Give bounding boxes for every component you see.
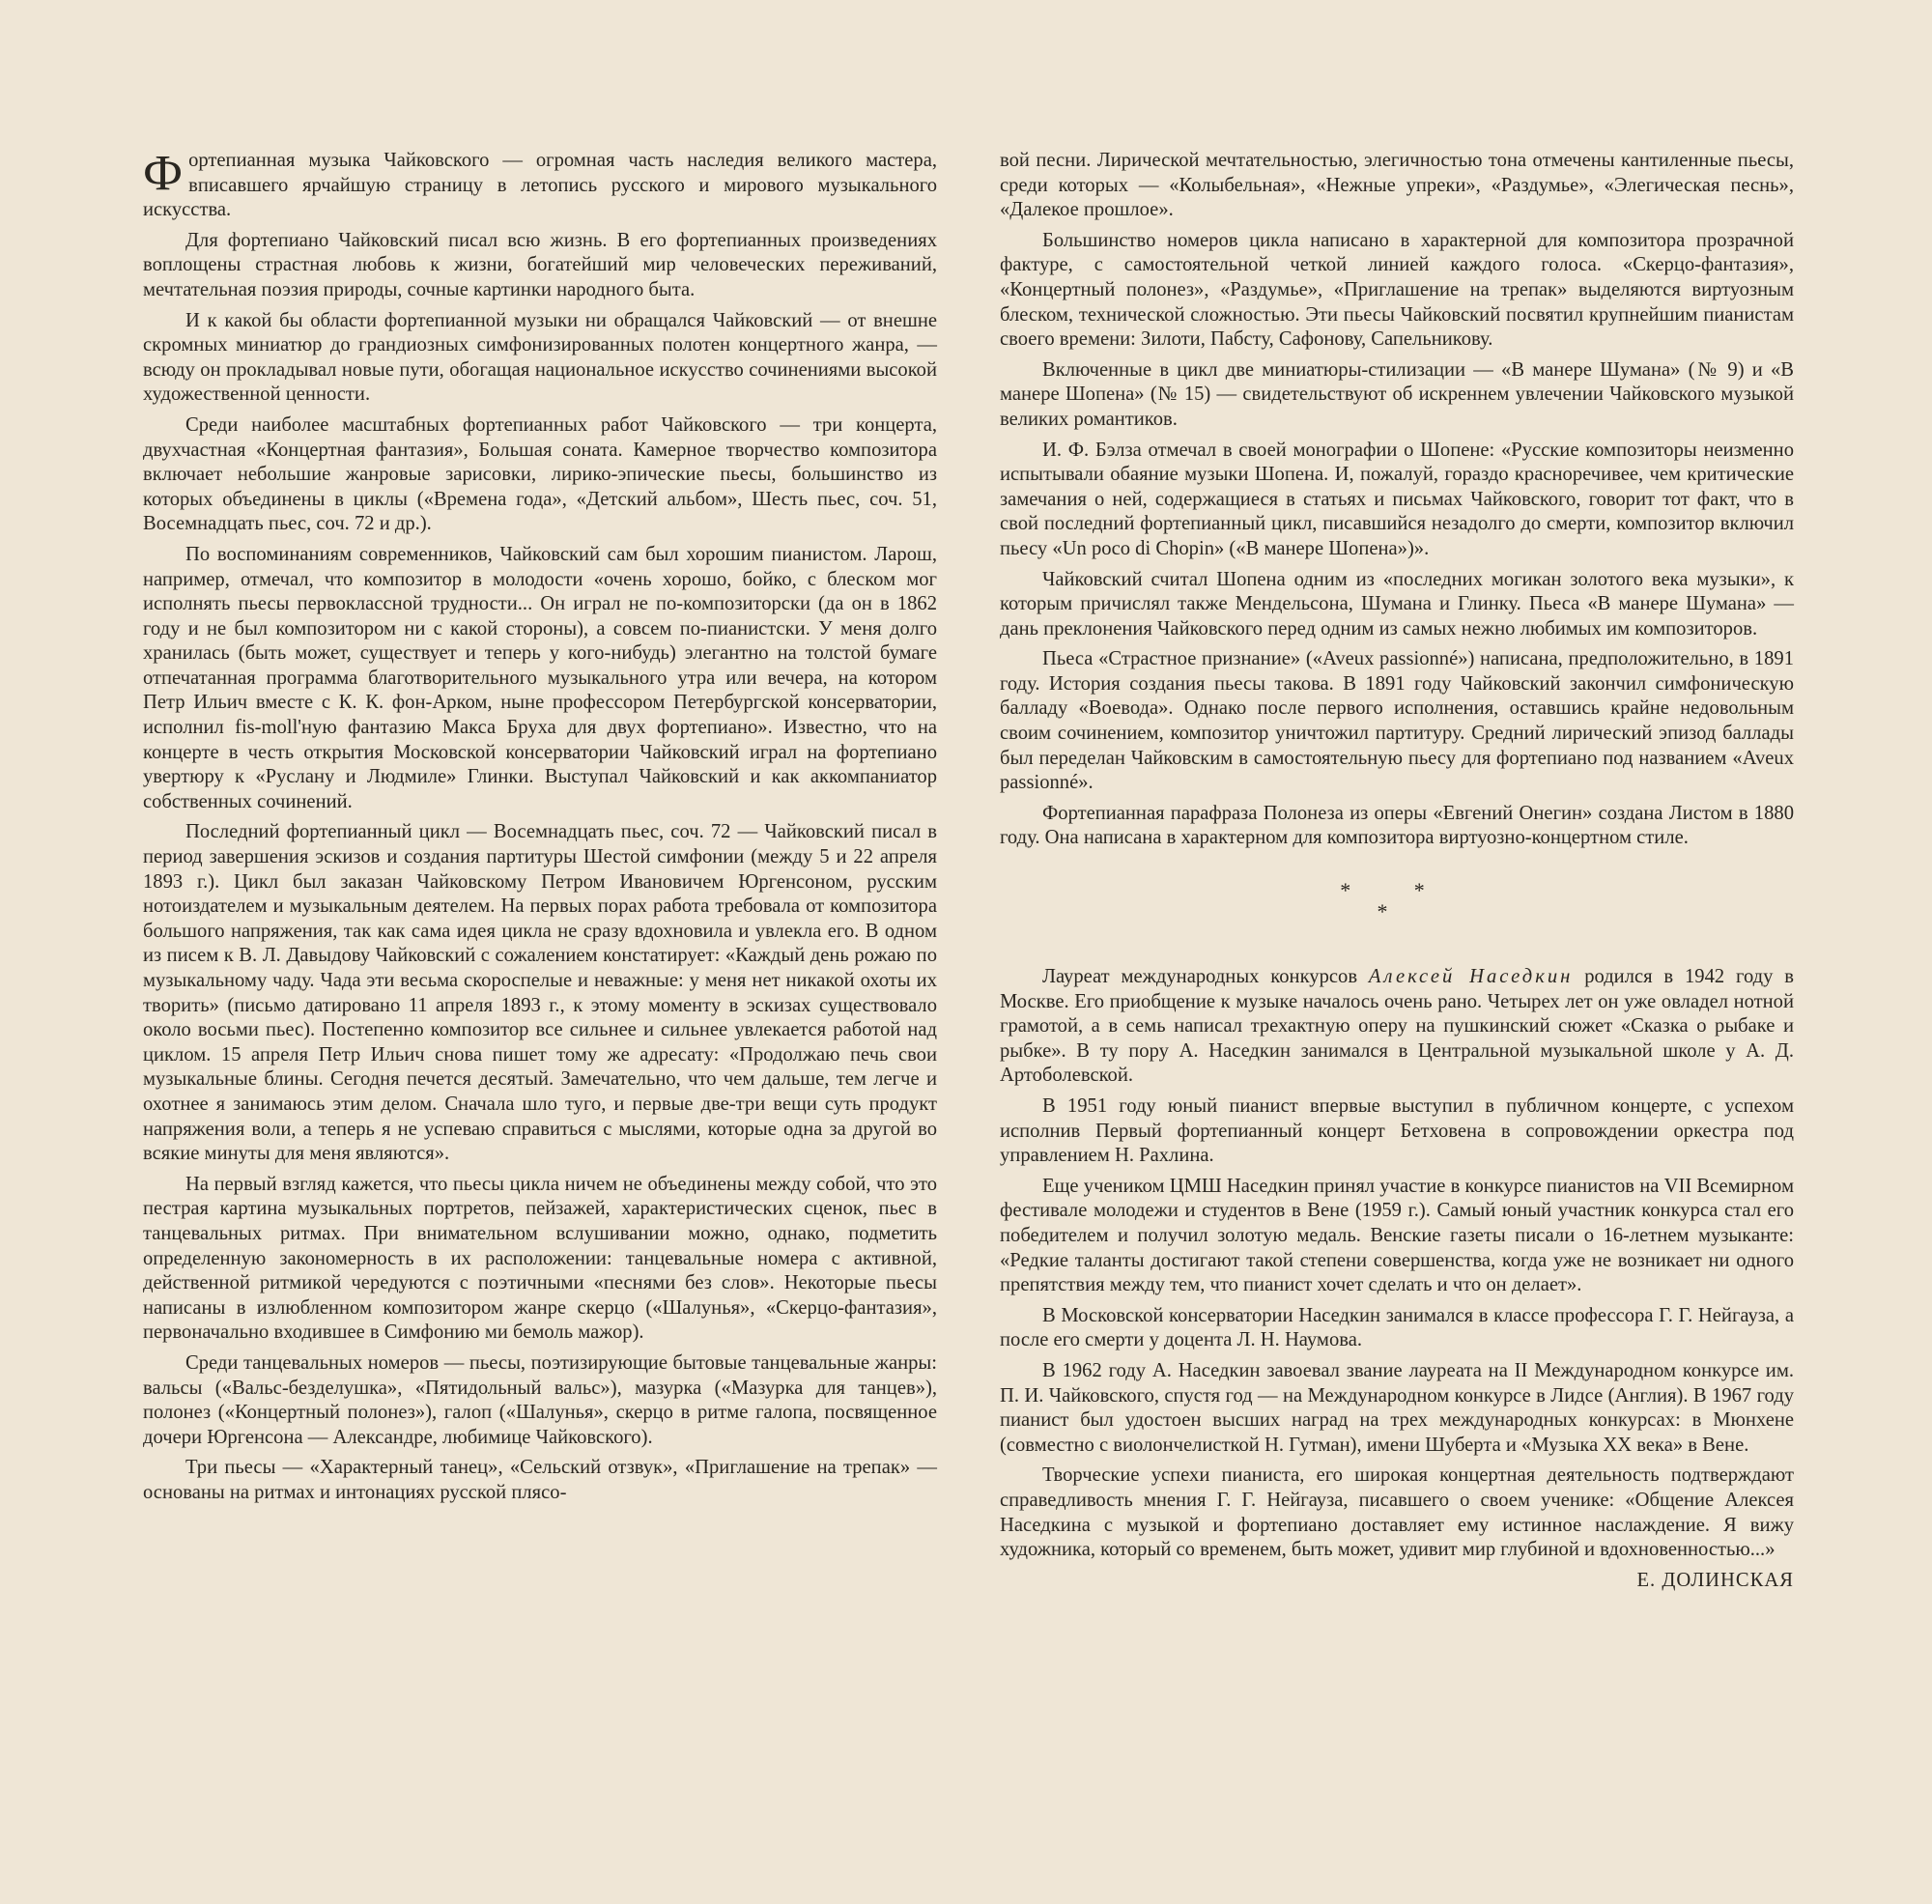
- right-column: [1000, 149, 1794, 1599]
- drop-cap: Ф: [143, 146, 184, 201]
- performer-intro: Лауреат международных конкурсов: [1042, 966, 1369, 988]
- author-signature: Е. ДОЛИНСКАЯ: [1636, 1569, 1794, 1591]
- paragraph: Пьеса «Страстное признание» («Aveux passionné») написана, предположительно, в 1891 году. История создания пьесы такова. В 1891 году Чайковский закончил симфоническую балладу «Воевода». Однако после первого исполнения, оставшись крайне недовольным своим сочинением, композитор уничтожил партитуру. Средний лирический эпизод баллады был переделан Чайковским в самостоятельную пьесу для фортепиано под названием «Aveux passionné».: [1000, 648, 1794, 794]
- asterisks-bottom: *: [1377, 899, 1417, 924]
- paragraph: На первый взгляд кажется, что пьесы цикла ничем не объединены между собой, что это пестрая картина музыкальных портретов, пейзажей, характеристических сценок, пьес в танцевальных ритмах. При внимательном вслушивании можно, однако, подметить определенную закономерность в их расположении: танцевальные номера с активной, действенной ритмикой чередуются с поэтичными «песнями без слов». Некоторые пьесы написаны в излюбленном композитором жанре скерцо («Шалунья», «Скерцо-фантазия», первоначально входившее в Симфонию ми бемоль мажор).: [143, 1173, 937, 1344]
- paragraph: Среди наиболее масштабных фортепианных работ Чайковского — три концерта, двухчастная «Концертная фантазия», Большая соната. Камерное творчество композитора включает небольшие жанровые зарисовки, лирико-эпические пьесы, большинство из которых объединены в циклы («Времена года», «Детский альбом», Шесть пьес, соч. 51, Восемнадцать пьес, соч. 72 и др.).: [143, 413, 937, 535]
- paragraph: И. Ф. Бэлза отмечал в своей монографии о Шопене: «Русские композиторы неизменно испытывали обаяние музыки Шопена. И, пожалуй, гораздо красноречивее, чем критические замечания о ней, содержащиеся в статьях и письмах Чайковского, говорит тот факт, что в свой последний фортепианный цикл, писавшийся незадолго до смерти, композитор включил пьесу «Un poco di Chopin» («В манере Шопена»)».: [1000, 439, 1794, 559]
- paragraph-continued: вой песни. Лирической мечтательностью, элегичностью тона отмечены кантиленные пьесы, среди которых — «Колыбельная», «Нежные упреки», «Раздумье», «Элегическая песнь», «Далекое прошлое».: [1000, 150, 1794, 221]
- paragraph: Чайковский считал Шопена одним из «последних могикан золотого века музыки», к которым причислял также Мендельсона, Шумана и Глинку. Пьеса «В манере Шумана» — дань преклонения Чайковского перед одним из самых нежно любимых им композиторов.: [1000, 568, 1794, 639]
- paragraph-performer: [1000, 965, 1794, 1089]
- paragraph: В 1962 году А. Наседкин завоевал звание лауреата на II Международном конкурсе им. П. И. Чайковского, спустя год — на Международном конкурсе в Лидсе (Англия). В 1967 году пианист был удостоен высших наград на трех международных конкурсах: в Мюнхене (совместно с виолончелисткой Н. Гутман), имени Шуберта и «Музыка XX века» в Вене.: [1000, 1359, 1794, 1456]
- paragraph-intro: [143, 146, 937, 223]
- paragraph: По воспоминаниям современников, Чайковский сам был хорошим пианистом. Ларош, например, отмечал, что композитор в молодости «очень хорошо, бойко, с блеском мог исполнять пьесы первоклассной трудности... Он играл не по-композиторски (да он в 1862 году и не был композитором ни с какой стороны), а совсем по-пианистски. У меня долго хранилась (быть может, существует и теперь у кого-нибудь) элегантно на толстой бумаге отпечатанная программа благотворительного музыкального утра или вечера, на котором Петр Ильич вместе с К. К. фон-Арком, ныне профессором Петербургской консерватории, исполнил fis-moll'ную фантазию Макса Бруха для двух фортепиано». Известно, что на концерте в честь открытия Московской консерватории Чайковский играл на фортепиано увертюру к «Руслану и Людмиле» Глинки. Выступал Чайковский и как аккомпаниатор собственных сочинений.: [143, 543, 937, 812]
- paragraph: Еще учеником ЦМШ Наседкин принял участие в конкурсе пианистов на VII Всемирном фестивале молодежи и студентов в Вене (1959 г.). Самый юный участник конкурса стал его победителем и получил золотую медаль. Венские газеты писали о 16-летнем музыканте: «Редкие таланты достигают такой степени совершенства, когда уже не возникает ни одного препятствия между тем, что пианист хочет сделать и что он делает».: [1000, 1175, 1794, 1296]
- performer-bio: родился в 1942 году в Москве. Его приобщение к музыке началось очень рано. Четырех лет он уже овладел нотной грамотой, а в семь написал трехактную оперу на пушкинский сюжет «Сказка о рыбаке и рыбке». В ту пору А. Наседкин занимался в Центральной музыкальной школе у А. Д. Артоболевской.: [1000, 966, 1795, 1087]
- paragraph: Фортепианная парафраза Полонеза из оперы «Евгений Онегин» создана Листом в 1880 году. Она написана в характерном для композитора виртуозно-концертном стиле.: [1000, 802, 1794, 849]
- paragraph: Последний фортепианный цикл — Восемнадцать пьес, соч. 72 — Чайковский писал в период завершения эскизов и создания партитуры Шестой симфонии (между 5 и 22 апреля 1893 г.). Цикл был заказан Чайковскому Петром Ивановичем Юргенсоном, русским нотоиздателем и музыкальным деятелем. На первых порах работа требовала от композитора большого напряжения, так как сама идея цикла не сразу вдохновила и увлекла его. В одном из писем к В. Л. Давыдову Чайковский с сожалением констатирует: «Каждый день рожаю по музыкальному чаду. Чада эти весьма скороспелые и неважные: у меня нет никакой охоты их творить» (письмо датировано 11 апреля 1893 г., к этому моменту в эскизах существовало около восьми пьес). Постепенно композитор все сильнее и сильнее увлекается работой над циклом. 15 апреля Петр Ильич снова пишет тому же адресату: «Продолжаю печь свои музыкальные блины. Сегодня печется десятый. Замечательно, что чем дальше, тем легче и охотнее я занимаюсь этим делом. Сначала шло туго, и первые две-три вещи суть продукт напряжения воли, а теперь я не успеваю справиться с мыслями, которые одна за другой во всякие минуты для меня являются».: [143, 821, 937, 1165]
- section-separator: [1000, 880, 1794, 923]
- performer-name: Алексей Наседкин: [1368, 966, 1574, 988]
- paragraph: Среди танцевальных номеров — пьесы, поэтизирующие бытовые танцевальные жанры: вальсы («Вальс-безделушка», «Пятидольный вальс»), мазурка («Мазурка для танцев»), полонез («Концертный полонез»), галоп («Шалунья», скерцо в ритме галопа, посвященное дочери Юргенсона — Александре, любимице Чайковского).: [143, 1351, 937, 1448]
- paragraph: Три пьесы — «Характерный танец», «Сельский отзвук», «Приглашение на трепак» — основаны на ритмах и интонациях русской плясо-: [143, 1457, 937, 1503]
- paragraph: В Московской консерватории Наседкин занимался в классе профессора Г. Г. Нейгауза, а после его смерти у доцента Л. Н. Наумова.: [1000, 1304, 1794, 1351]
- asterisks-top: * *: [1340, 878, 1454, 903]
- paragraph: И к какой бы области фортепианной музыки ни обращался Чайковский — от внешне скромных миниатюр до грандиозных симфонизированных полотен концертного жанра, — всюду он прокладывал новые пути, обогащая национальное искусство сочинениями высокой художественной ценности.: [143, 309, 937, 406]
- paragraph: Включенные в цикл две миниатюры-стилизации — «В манере Шумана» (№ 9) и «В манере Шопена» (№ 15) — свидетельствуют об искреннем увлечении Чайковского музыкой великих романтиков.: [1000, 358, 1794, 430]
- paragraph: Творческие успехи пианиста, его широкая концертная деятельность подтверждают справедливость мнения Г. Г. Нейгауза, писавшего о своем ученике: «Общение Алексея Наседкина с музыкой и фортепиано доставляет ему истинное наслаждение. Я вижу художника, который со временем, быть может, удивит мир глубиной и вдохновенностью...»: [1000, 1464, 1794, 1561]
- paragraph: Для фортепиано Чайковский писал всю жизнь. В его фортепианных произведениях воплощены страстная любовь к жизни, богатейший мир человеческих переживаний, мечтательная поэзия природы, сочные картинки народного быта.: [143, 229, 937, 300]
- paragraph: Большинство номеров цикла написано в характерной для композитора прозрачной фактуре, с самостоятельной четкой линией каждого голоса. «Скерцо-фантазия», «Концертный полонез», «Раздумье», «Приглашение на трепак» выделяются виртуозным блеском, технической сложностью. Эти пьесы Чайковский посвятил крупнейшим пианистам своего времени: Зилоти, Пабсту, Сафонову, Сапельникову.: [1000, 229, 1794, 351]
- intro-text: ортепианная музыка Чайковского — огромная часть наследия великого мастера, вписавшего ярчайшую страницу в летопись русского и мирового музыкального искусства.: [143, 150, 937, 221]
- paragraph: В 1951 году юный пианист впервые выступил в публичном концерте, с успехом исполнив Первый фортепианный концерт Бетховена в сопровождении оркестра под управлением Н. Рахлина.: [1000, 1095, 1794, 1167]
- left-column: [143, 146, 937, 1511]
